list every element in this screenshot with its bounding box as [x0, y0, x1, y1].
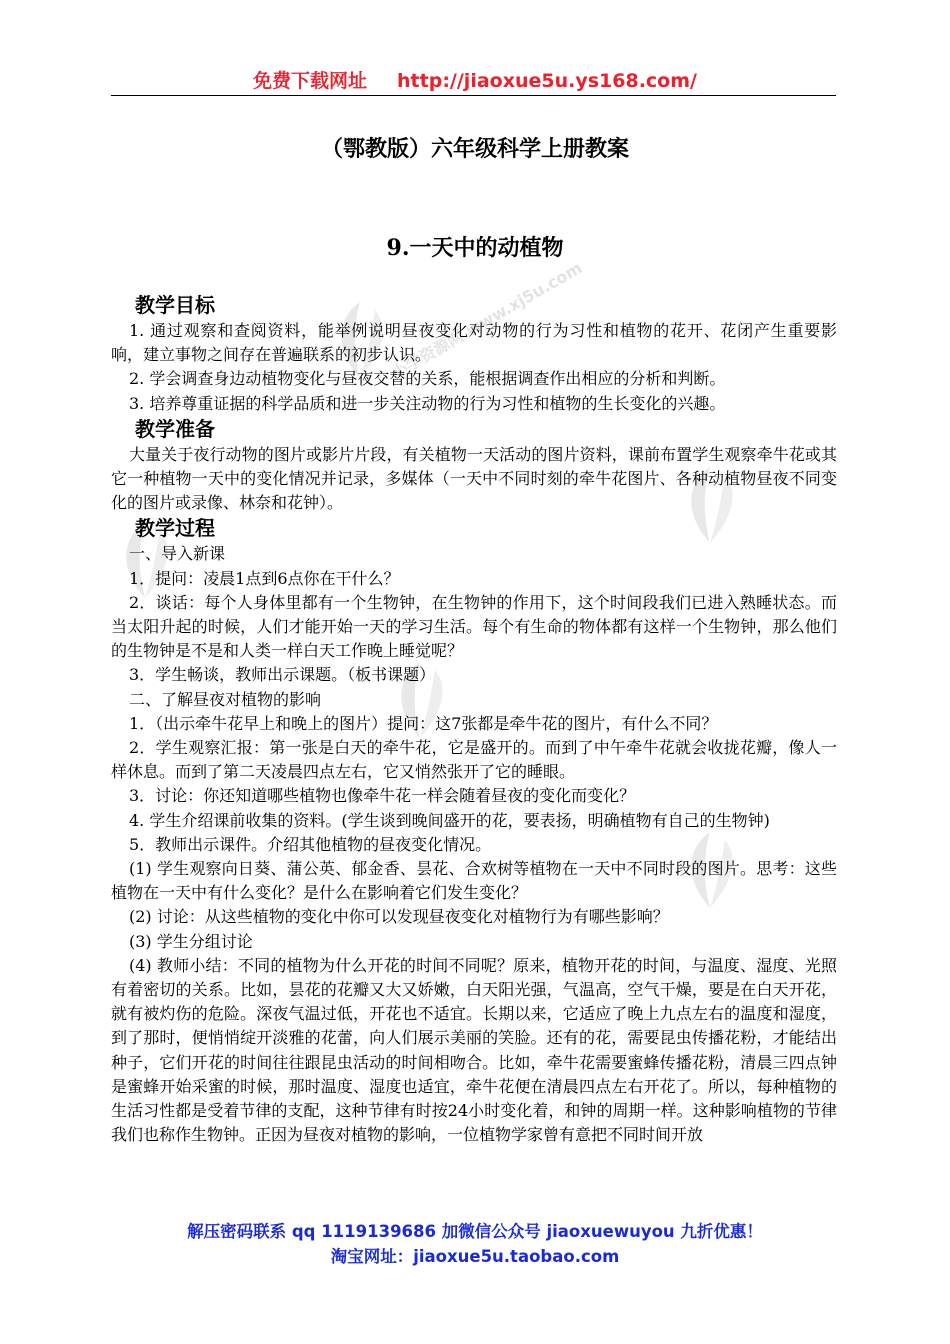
- footer-contact: 解压密码联系 qq 1119139686 加微信公众号 jiaoxuewuyou 九折优惠！: [187, 1222, 763, 1241]
- lesson-body: [111, 292, 837, 1148]
- header-url[interactable]: http://jiaoxue5u.ys168.com/: [397, 70, 697, 92]
- watermark-text: 小学资源网 www.xj5u.com: [388, 258, 586, 383]
- paragraph: 3．学生畅谈，教师出示课题。（板书课题）: [129, 665, 436, 685]
- paragraph: 2．学生观察汇报：第一张是白天的牵牛花，它是盛开的。而到了中午牵牛花就会收拢花瓣，像人一样休息。而到了第二天凌晨四点左右，它又悄然张开了它的睡眼。: [111, 738, 837, 782]
- section-heading: 教学过程: [135, 516, 215, 541]
- paragraph: (2) 讨论：从这些植物的变化中你可以发现昼夜变化对植物行为有哪些影响？: [129, 907, 669, 927]
- paragraph: 二、了解昼夜对植物的影响: [129, 689, 322, 709]
- footer-shop-link[interactable]: 淘宝网址：jiaoxue5u.taobao.com: [330, 1247, 620, 1266]
- paragraph: (3) 学生分组讨论: [129, 931, 253, 951]
- paragraph: 2. 学会调查身边动植物变化与昼夜交替的关系，能根据调查作出相应的分析和判断。: [129, 369, 726, 389]
- document-title: （鄂教版）六年级科学上册教案: [320, 136, 629, 162]
- section-heading: 教学准备: [135, 416, 215, 441]
- section-heading: 教学目标: [135, 293, 215, 317]
- paragraph: 一、导入新课: [129, 544, 226, 564]
- paragraph: (1) 学生观察向日葵、蒲公英、郁金香、昙花、合欢树等植物在一天中不同时段的图片。思考：这些植物在一天中有什么变化？是什么在影响着它们发生变化？: [111, 859, 837, 903]
- lesson-title: 9.一天中的动植物: [386, 235, 564, 261]
- paragraph: 4. 学生介绍课前收集的资料。(学生谈到晚间盛开的花，要表扬，明确植物有自己的生物钟): [129, 810, 770, 830]
- paragraph: 3．讨论：你还知道哪些植物也像牵牛花一样会随着昼夜的变化而变化？: [129, 786, 636, 806]
- paragraph: (4) 教师小结：不同的植物为什么开花的时间不同呢？原来，植物开花的时间，与温度、湿度、光照有着密切的关系。比如，昙花的花瓣又大又娇嫩，白天阳光强，气温高，空气干燥，要是在白天开花，就有被灼伤的危险。深夜气温过低，开花也不适宜。长期以来，它适应了晚上九点左右的温度和湿度，到了那时，便悄悄绽开淡雅的花蕾，向人们展示美丽的笑脸。还有的花，需要昆虫传播花粉，才能结出种子，它们开花的时间往往跟昆虫活动的时间相吻合。比如，牵牛花需要蜜蜂传播花粉，清晨三四点钟是蜜蜂开始采蜜的时候，那时温度、湿度也适宜，牵牛花便在清晨四点左右开花了。所以，每种植物的生活习性都是受着节律的支配，这种节律有时按24小时变化着，和钟的周期一样。这种影响植物的节律我们也称作生物钟。正因为昼夜对植物的影响，一位植物学家曾有意把不同时间开放: [111, 955, 837, 1145]
- paragraph: 1．（出示牵牛花早上和晚上的图片）提问：这7张都是牵牛花的图片，有什么不同？: [129, 713, 718, 733]
- header-link[interactable]: [0, 66, 950, 93]
- paragraph: 5．教师出示课件。介绍其他植物的昼夜变化情况。: [129, 834, 492, 854]
- paragraph: 2．谈话：每个人身体里都有一个生物钟，在生物钟的作用下，这个时间段我们已进入熟睡状态。而当太阳升起的时候，人们才能开始一天的学习生活。每个有生命的物体都有这样一个生物钟，那么他们的生物钟是不是和人类一样白天工作晚上睡觉呢？: [111, 592, 837, 661]
- header-label: 免费下载网址: [253, 70, 368, 92]
- header-divider: [111, 95, 836, 96]
- paragraph: 大量关于夜行动物的图片或影片片段，有关植物一天活动的图片资料，课前布置学生观察牵牛花或其它一种植物一天中的变化情况并记录，多媒体（一天中不同时刻的牵牛花图片、各种动植物昼夜不同变化的图片或录像、林奈和花钟）。: [111, 444, 837, 513]
- paragraph: 1. 通过观察和查阅资料，能举例说明昼夜变化对动物的行为习性和植物的花开、花闭产生重要影响，建立事物之间存在普遍联系的初步认识。: [111, 321, 837, 365]
- paragraph: 1．提问：凌晨1点到6点你在干什么？: [129, 568, 400, 588]
- paragraph: 3. 培养尊重证据的科学品质和进一步关注动物的行为习性和植物的生长变化的兴趣。: [129, 393, 726, 413]
